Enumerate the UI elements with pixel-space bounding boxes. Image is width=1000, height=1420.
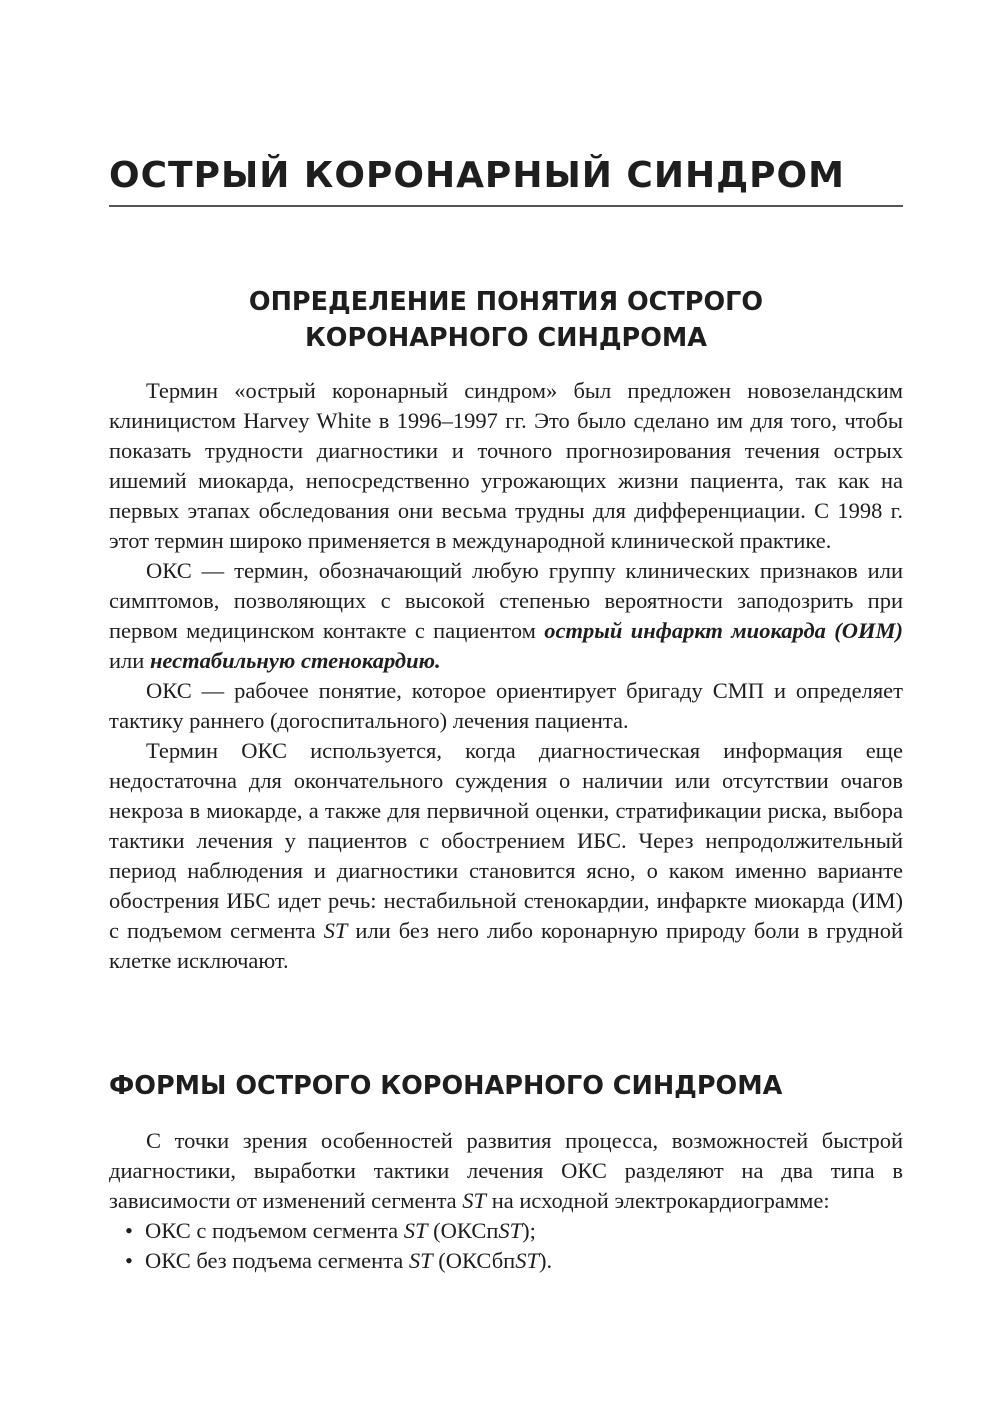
list-item (125, 1216, 903, 1246)
list-item-text: (ОКСп (427, 1218, 499, 1243)
st-segment-term: ST (498, 1218, 523, 1243)
list-item-text: ). (538, 1248, 553, 1273)
section-title-forms: ФОРМЫ ОСТРОГО КОРОНАРНОГО СИНДРОМА (109, 1071, 783, 1101)
paragraph-text: Термин ОКС используется, когда диагностическая информация еще недостаточна для окончательного суждения о наличии или отсутствии очагов некроза в миокарде, а также для первичной оценки, стратификации риска, выбора тактики лечения у пациентов с обострением ИБС. Через непродолжительный период наблюдения и диагностики становится ясно, о каком именно варианте обострения ИБС идет речь: нестабильной стенокардии, инфаркте миокарда (ИМ) с подъемом сегмента (109, 738, 903, 943)
paragraph-text: на исходной электрокардиограмме: (486, 1188, 830, 1213)
list-item-text: ОКС с подъемом сегмента (145, 1218, 404, 1243)
paragraph: ОКС — рабочее понятие, которое ориентирует бригаду СМП и определяет тактику раннего (догоспитального) лечения пациента. (109, 678, 903, 733)
list-item (125, 1246, 903, 1276)
document-page (109, 0, 903, 1420)
paragraph (109, 1126, 903, 1216)
paragraph (109, 736, 903, 976)
section-body-forms (109, 1126, 903, 1276)
bullet-list (109, 1216, 903, 1276)
emphasis-term: нестабильную стенокардию. (149, 648, 441, 673)
st-segment-term: ST (323, 918, 348, 943)
emphasis-term: острый инфаркт миокарда (ОИМ) (544, 618, 903, 643)
list-item-text: ОКС без подъема сегмента (145, 1248, 409, 1273)
section-title-definition (109, 284, 903, 356)
list-item-text: (ОКСбп (432, 1248, 516, 1273)
bullet-icon: • (125, 1248, 133, 1273)
st-segment-term: ST (403, 1218, 428, 1243)
paragraph-text: С точки зрения особенностей развития процесса, возможностей быстрой диагностики, выработки тактики лечения ОКС разделяют на два типа в зависимости от изменений сегмента (109, 1128, 903, 1213)
list-item-text: ); (522, 1218, 536, 1243)
paragraph: Термин «острый коронарный синдром» был предложен новозеландским клиницистом Harvey White в 1996–1997 гг. Это было сделано им для того, чтобы показать трудности диагностики и точного прогнозирования течения острых ишемий миокарда, непосредственно угрожающих жизни пациента, так как на первых этапах обследования они весьма трудны для дифференциации. С 1998 г. этот термин широко применяется в международной клинической практике. (109, 378, 903, 553)
paragraph (109, 556, 903, 676)
st-segment-term: ST (515, 1248, 539, 1273)
bullet-icon: • (125, 1218, 133, 1243)
paragraph-text: или (109, 648, 150, 673)
chapter-title: ОСТРЫЙ КОРОНАРНЫЙ СИНДРОМ (109, 155, 845, 196)
st-segment-term: ST (408, 1248, 433, 1273)
section-title-line: ОПРЕДЕЛЕНИЕ ПОНЯТИЯ ОСТРОГО (248, 287, 764, 317)
section-title-line: КОРОНАРНОГО СИНДРОМА (304, 323, 708, 353)
paragraph-text: ОКС — термин, обозначающий любую группу клинических признаков или симптомов, позволяющих с высокой степенью вероятности заподозрить при первом медицинском контакте с пациентом (109, 558, 903, 643)
st-segment-term: ST (462, 1188, 487, 1213)
paragraph-text: или без него либо коронарную природу боли в грудной клетке исключают. (109, 918, 903, 973)
chapter-title-rule (109, 205, 903, 207)
section-body-definition (109, 376, 903, 976)
